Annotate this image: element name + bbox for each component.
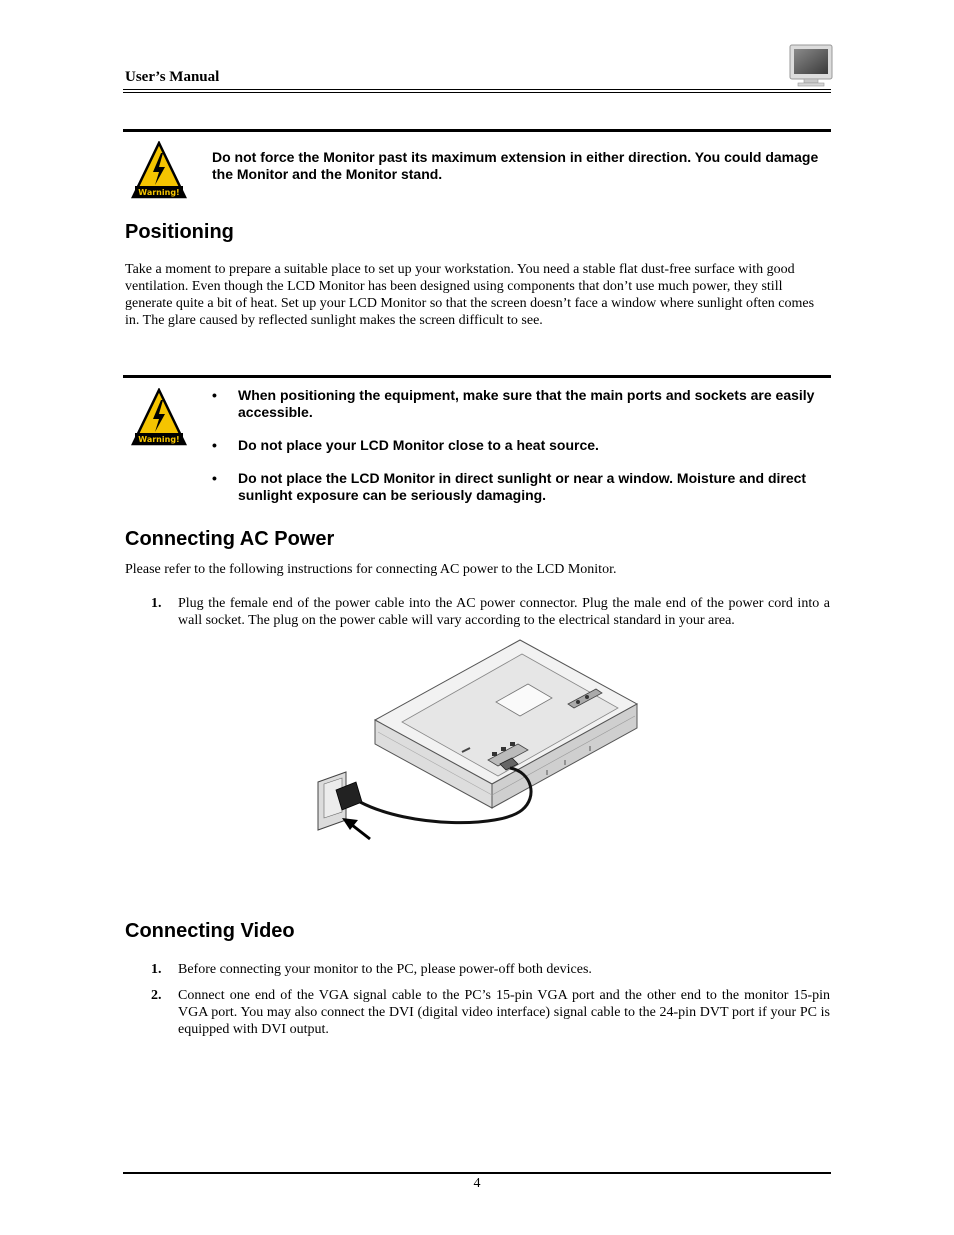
- header-title: User’s Manual: [125, 69, 220, 85]
- page-number: 4: [473, 1176, 481, 1191]
- bullet-text: Do not place the LCD Monitor in direct sunlight or near a window. Moisture and direct sunlight exposure can be seriously damaging.: [238, 470, 807, 503]
- section-heading-ac-power: Connecting AC Power: [125, 528, 335, 550]
- step-text: Connect one end of the VGA signal cable to the PC’s 15-pin VGA port and the other end to the monitor 15-pin VGA port. You may also connect the DVI (digital video interface) signal cable to the 24-pin DVT port if your PC is equipped with DVI output.: [178, 988, 830, 1037]
- warning-text: Do not force the Monitor past its maximum extension in either direction. You could damage the Monitor and the Monitor stand.: [212, 149, 819, 182]
- bullet-text: When positioning the equipment, make sure that the main ports and sockets are easily accessible.: [238, 387, 815, 420]
- warning-icon-label: Warning!: [138, 188, 180, 197]
- section-heading-video: Connecting Video: [125, 920, 295, 942]
- step-number: 1.: [151, 962, 162, 977]
- step-number: 1.: [151, 596, 162, 611]
- warning-icon-label: Warning!: [138, 435, 180, 444]
- step-text: Before connecting your monitor to the PC, please power-off both devices.: [178, 962, 592, 977]
- bullet-text: Do not place your LCD Monitor close to a heat source.: [238, 437, 599, 453]
- bullet-glyph: •: [212, 437, 217, 453]
- footer-rule: [123, 1172, 831, 1174]
- ac-power-intro: Please refer to the following instructions for connecting AC power to the LCD Monitor.: [125, 562, 617, 577]
- header-rule: [123, 89, 831, 90]
- positioning-paragraph: Take a moment to prepare a suitable place to set up your workstation. You need a stable flat dust-free surface with good ventilation. Even though the LCD Monitor has been designed using components that don’t use much power, they still generate quite a bit of heat. Set up your LCD Monitor so that the screen doesn’t face a window where sunlight often comes in. The glare caused by reflected sunlight makes the screen difficult to see.: [125, 262, 815, 328]
- warning-triangle-icon: [131, 388, 187, 446]
- warning-triangle-icon: [131, 141, 187, 199]
- lcd-monitor-icon: [788, 43, 834, 87]
- bullet-glyph: •: [212, 387, 217, 403]
- bullet-glyph: •: [212, 470, 217, 486]
- warning-rule: [123, 129, 831, 132]
- monitor-power-connection-illustration: [300, 632, 645, 847]
- warning-rule: [123, 375, 831, 378]
- section-heading-positioning: Positioning: [125, 221, 234, 243]
- step-number: 2.: [151, 988, 162, 1003]
- header-rule: [123, 92, 831, 93]
- step-text: Plug the female end of the power cable into the AC power connector. Plug the male end of the power cord into a wall socket. The plug on the power cable will vary according to the electrical standard in your area.: [178, 596, 830, 628]
